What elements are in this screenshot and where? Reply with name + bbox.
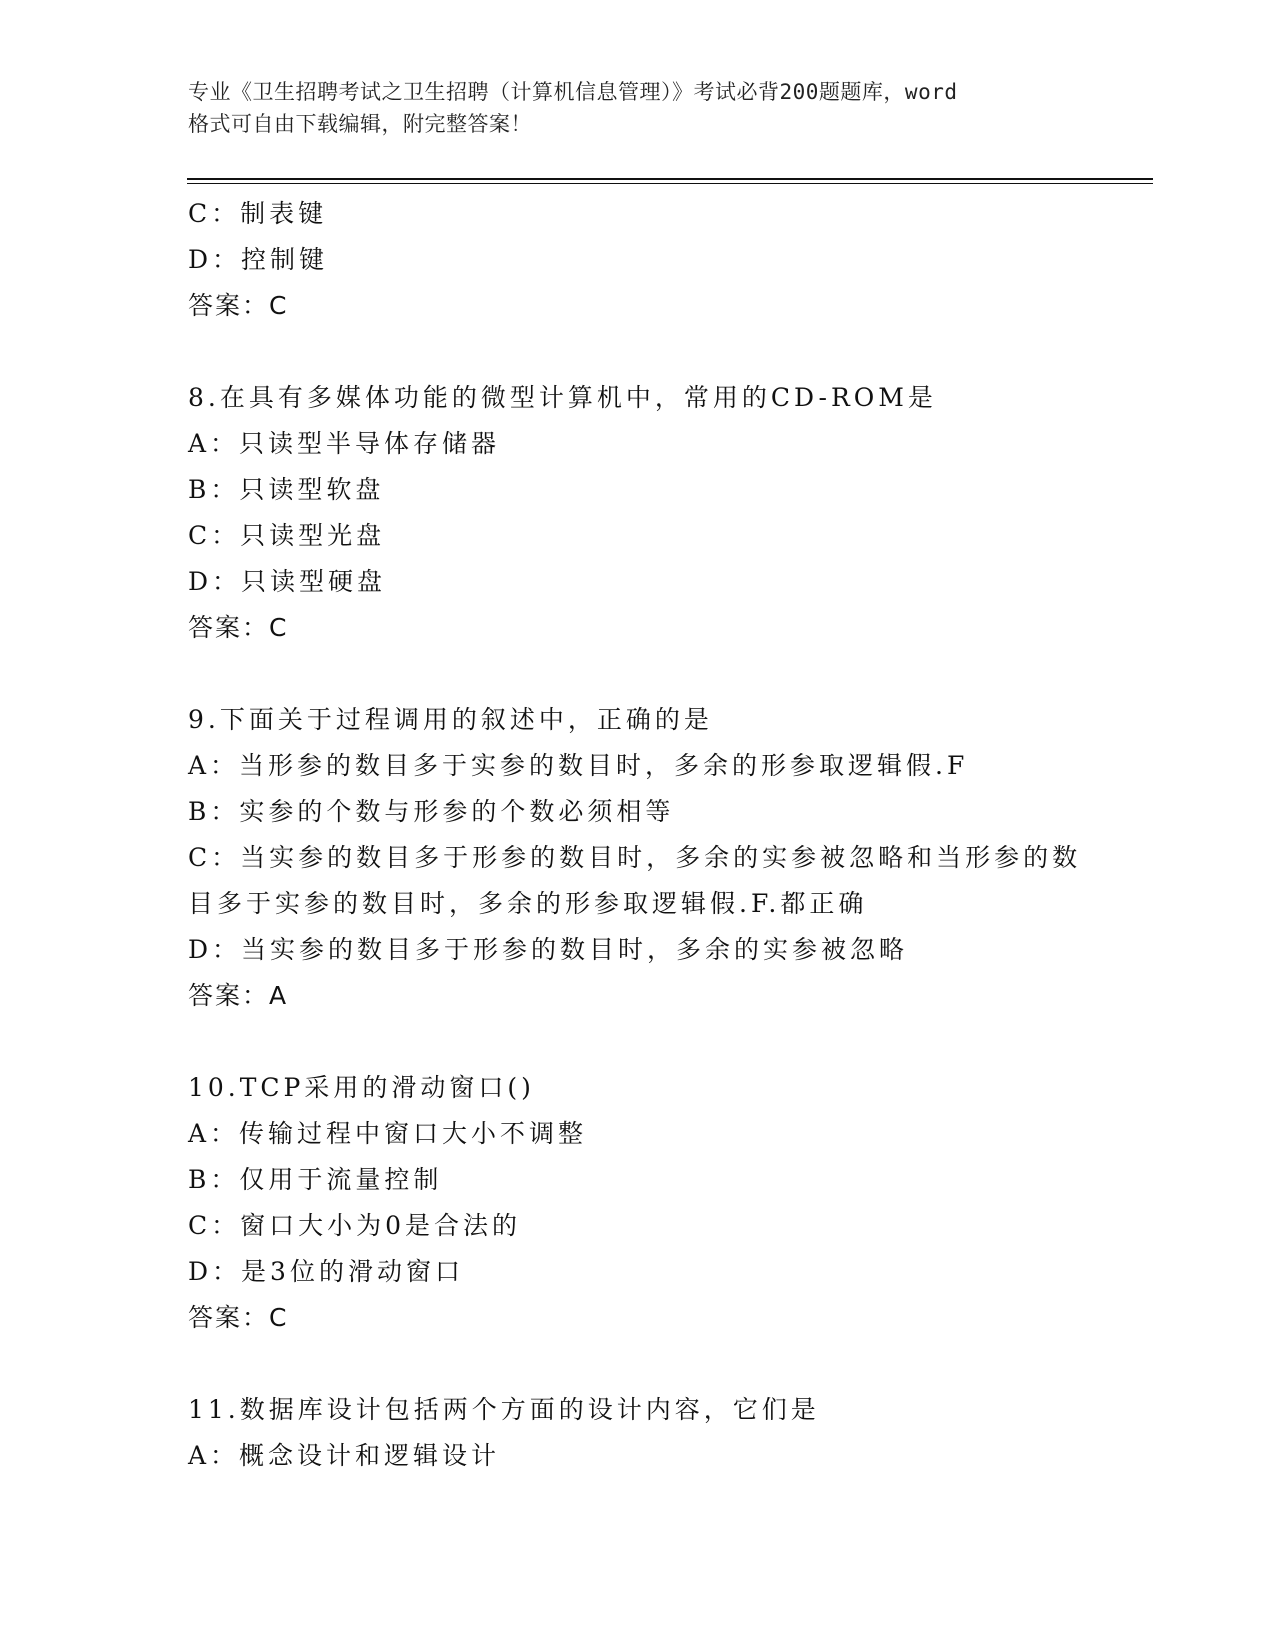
spacer [188, 1019, 1088, 1065]
header-line-2: 格式可自由下载编辑，附完整答案！ [188, 112, 532, 136]
option-a: A：当形参的数目多于实参的数目时，多余的形参取逻辑假.F [188, 751, 969, 780]
question-title: 11.数据库设计包括两个方面的设计内容，它们是 [188, 1395, 820, 1424]
option-b: B：实参的个数与形参的个数必须相等 [188, 797, 675, 826]
question-title: 10.TCP采用的滑动窗口() [188, 1073, 535, 1102]
spacer [188, 1341, 1088, 1387]
option-d: D：只读型硬盘 [188, 567, 387, 596]
question-list [188, 191, 1088, 1479]
option-d: D：是3位的滑动窗口 [188, 1257, 464, 1286]
question-11 [188, 1387, 1088, 1479]
question-7-tail [188, 191, 1088, 329]
answer-line: 答案：C [188, 1303, 289, 1332]
question-9 [188, 697, 1088, 1019]
option-c: C：只读型光盘 [188, 521, 386, 550]
header-rule-thin [187, 183, 1153, 184]
header-line-1: 专业《卫生招聘考试之卫生招聘（计算机信息管理）》考试必背200题题库，word [188, 80, 958, 104]
spacer [188, 329, 1088, 375]
option-a: A：传输过程中窗口大小不调整 [188, 1119, 588, 1148]
question-10 [188, 1065, 1088, 1341]
option-c-line-1: C：当实参的数目多于形参的数目时，多余的实参被忽略和当形参的数 [188, 843, 1082, 872]
question-title: 9.下面关于过程调用的叙述中，正确的是 [188, 705, 713, 734]
option-a: A：概念设计和逻辑设计 [188, 1441, 501, 1470]
option-b: B：仅用于流量控制 [188, 1165, 443, 1194]
option-d: D：当实参的数目多于形参的数目时，多余的实参被忽略 [188, 935, 909, 964]
answer-line: 答案：A [188, 981, 289, 1010]
answer-line: 答案：C [188, 613, 289, 642]
document-header [188, 76, 1088, 140]
option-c: C：制表键 [188, 199, 328, 228]
answer-line: 答案：C [188, 291, 289, 320]
question-title: 8.在具有多媒体功能的微型计算机中，常用的CD-ROM是 [188, 383, 937, 412]
option-c-line-2: 目多于实参的数目时，多余的形参取逻辑假.F.都正确 [188, 889, 868, 918]
spacer [188, 651, 1088, 697]
option-c: C：窗口大小为0是合法的 [188, 1211, 522, 1240]
question-8 [188, 375, 1088, 651]
header-rule-thick [187, 178, 1153, 180]
option-a: A：只读型半导体存储器 [188, 429, 501, 458]
option-d: D：控制键 [188, 245, 329, 274]
option-b: B：只读型软盘 [188, 475, 385, 504]
